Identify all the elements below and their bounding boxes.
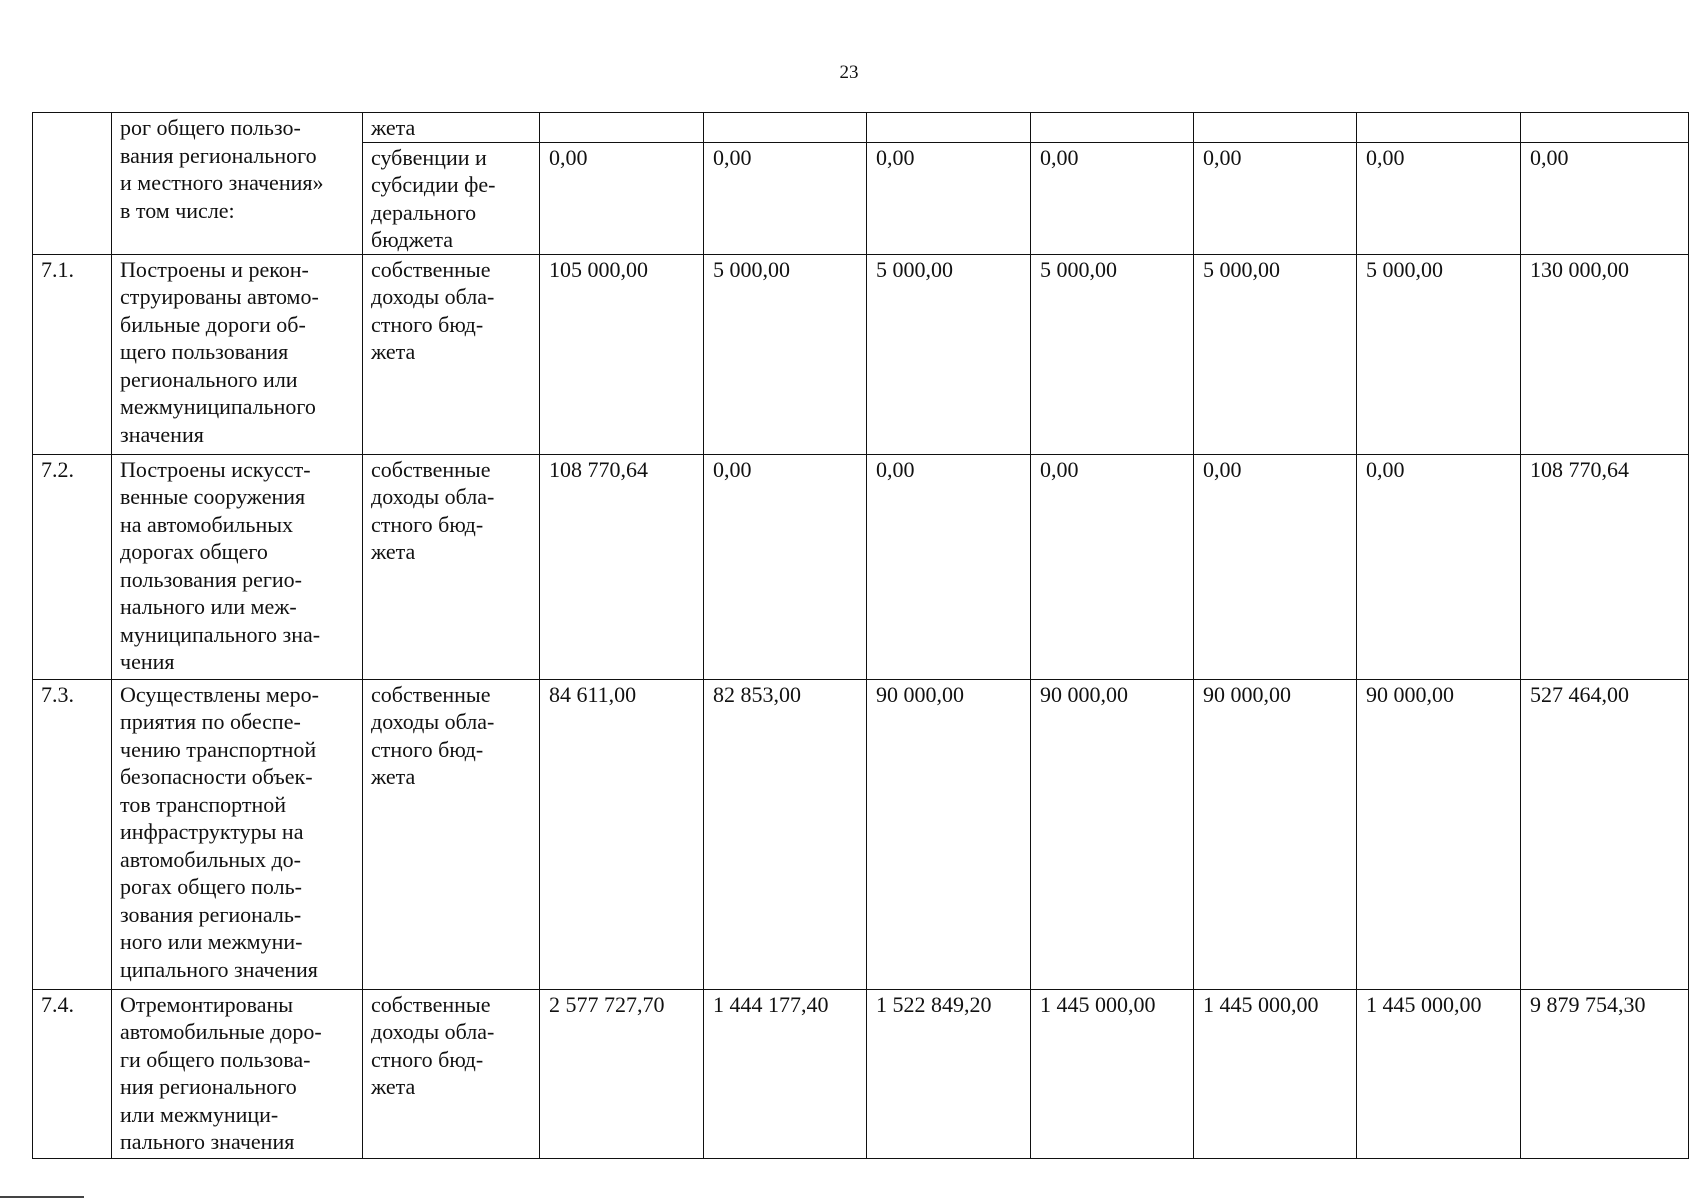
value-cell: 1 445 000,00 <box>1357 989 1521 1158</box>
value-cell: 9 879 754,30 <box>1521 989 1689 1158</box>
funding-source: собственные доходы обла- стного бюд- жета <box>363 254 540 454</box>
value-cell: 0,00 <box>867 142 1031 254</box>
table-row <box>33 454 1689 679</box>
value-cell <box>1521 113 1689 143</box>
value-cell: 0,00 <box>1031 454 1194 679</box>
value-cell: 5 000,00 <box>1357 254 1521 454</box>
value-cell: 1 444 177,40 <box>704 989 867 1158</box>
value-cell: 130 000,00 <box>1521 254 1689 454</box>
value-cell: 5 000,00 <box>1194 254 1357 454</box>
value-cell: 0,00 <box>704 454 867 679</box>
value-cell: 5 000,00 <box>1031 254 1194 454</box>
row-number: 7.2. <box>33 454 112 679</box>
table-row <box>33 113 1689 143</box>
funding-source: собственные доходы обла- стного бюд- жета <box>363 989 540 1158</box>
row-number: 7.3. <box>33 679 112 989</box>
value-cell: 90 000,00 <box>1194 679 1357 989</box>
budget-table <box>32 112 1689 1159</box>
activity-name: рог общего пользо- вания регионального и местного значения» в том числе: <box>112 113 363 255</box>
value-cell: 1 445 000,00 <box>1031 989 1194 1158</box>
table-row <box>33 254 1689 454</box>
activity-name: Построены и рекон- струированы автомо- бильные дороги об- щего пользования регионального или межмуниципального значения <box>112 254 363 454</box>
value-cell <box>1357 113 1521 143</box>
value-cell: 1 522 849,20 <box>867 989 1031 1158</box>
row-number: 7.1. <box>33 254 112 454</box>
value-cell: 108 770,64 <box>1521 454 1689 679</box>
value-cell: 0,00 <box>704 142 867 254</box>
value-cell <box>1031 113 1194 143</box>
value-cell: 0,00 <box>1194 454 1357 679</box>
value-cell: 0,00 <box>1194 142 1357 254</box>
funding-source: жета <box>363 113 540 143</box>
value-cell: 0,00 <box>1031 142 1194 254</box>
row-number <box>33 113 112 255</box>
funding-source: субвенции и субсидии фе- дерального бюджета <box>363 142 540 254</box>
value-cell: 0,00 <box>1521 142 1689 254</box>
page-number: 23 <box>839 62 859 83</box>
value-cell: 90 000,00 <box>1357 679 1521 989</box>
value-cell: 105 000,00 <box>540 254 704 454</box>
value-cell: 0,00 <box>1357 142 1521 254</box>
value-cell <box>867 113 1031 143</box>
activity-name: Осуществлены меро- приятия по обеспе- чению транспортной безопасности объек- тов транспортной инфраструктуры на автомобильных до- рогах общего поль- зования региональ- ного или межмуни- ципального значения <box>112 679 363 989</box>
table-row <box>33 989 1689 1158</box>
page-edge-rule <box>0 1196 84 1198</box>
value-cell: 0,00 <box>867 454 1031 679</box>
table-row <box>33 679 1689 989</box>
activity-name: Отремонтированы автомобильные доро- ги общего пользова- ния регионального или межмуници- пального значения <box>112 989 363 1158</box>
value-cell: 5 000,00 <box>867 254 1031 454</box>
value-cell <box>1194 113 1357 143</box>
value-cell: 2 577 727,70 <box>540 989 704 1158</box>
value-cell: 84 611,00 <box>540 679 704 989</box>
value-cell <box>540 113 704 143</box>
value-cell: 108 770,64 <box>540 454 704 679</box>
activity-name: Построены искусст- венные сооружения на автомобильных дорогах общего пользования регио- нального или меж- муниципального зна- чения <box>112 454 363 679</box>
value-cell: 82 853,00 <box>704 679 867 989</box>
funding-source: собственные доходы обла- стного бюд- жета <box>363 679 540 989</box>
row-number: 7.4. <box>33 989 112 1158</box>
value-cell: 90 000,00 <box>1031 679 1194 989</box>
value-cell: 527 464,00 <box>1521 679 1689 989</box>
value-cell: 0,00 <box>1357 454 1521 679</box>
value-cell <box>704 113 867 143</box>
value-cell: 0,00 <box>540 142 704 254</box>
value-cell: 90 000,00 <box>867 679 1031 989</box>
value-cell: 1 445 000,00 <box>1194 989 1357 1158</box>
value-cell: 5 000,00 <box>704 254 867 454</box>
funding-source: собственные доходы обла- стного бюд- жета <box>363 454 540 679</box>
